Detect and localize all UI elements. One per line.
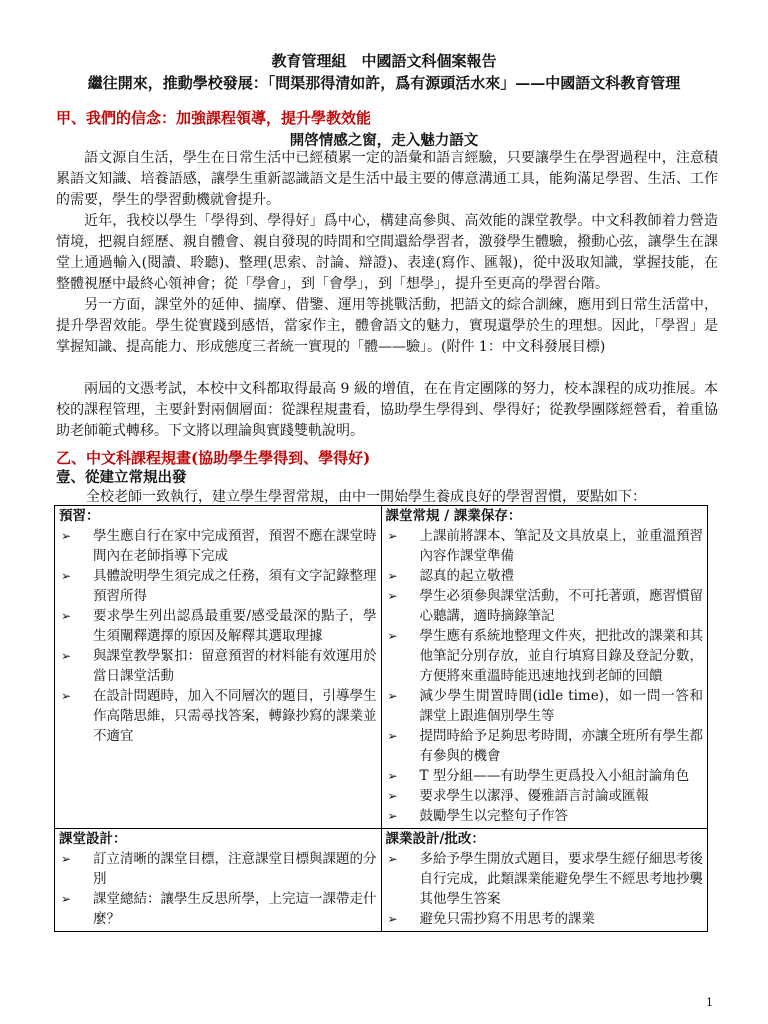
document-subtitle: 繼往開來，推動學校發展：「問渠那得清如許，爲有源頭活水來」——中國語文科教育管理 [87,74,681,92]
preview-title: 預習： [59,508,100,524]
list-item: ➢ 多給予學生開放式題目，要求學生經仔細思考後自行完成，此類課業能避免學生不經思考地抄襲其他學生答案 [386,849,704,909]
paragraph-1: 語文源自生活，學生在日常生活中已經積累一定的語彙和語言經驗，只要讓學生在學習過程中，注意積累語文知識、培養語感，讓學生重新認識語文是生活中最主要的傳意溝通工具，能夠滿足學習、生活、工作的需要，學生的學習動機就會提升。 [56,150,718,208]
section-b-heading: 乙、中文科課程規畫(協助學生學得到、學得好) [56,449,371,467]
page-number: 1 [706,996,713,1009]
homework-title: 課業設計/批改： [385,831,485,847]
paragraph-2: 近年，我校以學生「學得到、學得好」爲中心，構建高參與、高效能的課堂教學。中文科教師着力營造情境，把親自經歷、親自體會、親自發現的時間和空間還給學習者，激發學生體驗，撥動心弦，讓學生在課堂上通過輸入(閱讀、聆聽)、整理(思索、討論、辯證)、表達(寫作、匯報)，從中汲取知識，掌握技能，在整體視歷中最終心領神會；從「學會」，到「會學」，到「想學」，提升至更高的學習台階。 [56,213,718,292]
list-item: ➢ 避免只需抄寫不用思考的課業 [386,909,704,929]
list-item: ➢ 減少學生閒置時間(idle time)，如一問一答和課堂上跟進個別學生等 [386,686,704,726]
list-item: ➢ 學生應自行在家中完成預習，預習不應在課堂時間內在老師指導下完成 [59,526,377,566]
list-item: ➢ 學生應有系統地整理文件夾，把批改的課業和其他筆記分別存放，並自行填寫目錄及登記分數，方便將來重溫時能迅速地找到老師的回饋 [386,626,704,686]
paragraph-4: 兩屆的文憑考試，本校中文科都取得最高 9 級的增值，在在肯定團隊的努力，校本課程的成功推展。本校的課程管理，主要針對兩個層面：從課程規畫看，協助學生學得到、學得好；從教學團隊經營看，着重協助老師範式轉移。下文將以理論與實踐雙軌說明。 [56,381,718,439]
list-item: ➢ 具體說明學生須完成之任務，須有文字記錄整理預習所得 [59,566,377,606]
list-item: ➢ 訂立清晰的課堂目標，注意課堂目標與課題的分別 [59,849,377,889]
list-item: ➢ 提問時給予足夠思考時間，亦讓全班所有學生都有參與的機會 [386,726,704,766]
list-item: ➢ 要求學生列出認爲最重要/感受最深的點子，學生須闡釋選擇的原因及解釋其選取理據 [59,606,377,646]
list-item: ➢ 認真的起立敬禮 [386,566,704,586]
routine-title: 課堂常規 / 課業保存： [385,508,522,524]
lesson-design-cell [55,829,382,932]
list-item: ➢ 要求學生以潔淨、優雅語言討論或匯報 [386,786,704,806]
section-a-subheading: 開啓情感之窗，走入魅力語文 [289,132,479,149]
preview-cell [55,506,382,829]
paragraph-3: 另一方面，課堂外的延伸、揣摩、借鑒、運用等挑戰活動，把語文的綜合訓練，應用到日常生活當中，提升學習效能。學生從實踐到感悟，當家作主，體會語文的魅力，實現還學於生的理想。因此，「學習」是掌握知識、提高能力、形成態度三者統一實現的「體——驗」。(附件 1：中文科發展目標) [56,297,718,355]
homework-cell [381,829,708,932]
lesson-design-title: 課堂設計： [59,831,127,847]
list-item: ➢ 鼓勵學生以完整句子作答 [386,806,704,826]
list-item: ➢ 學生必須參與課堂活動，不可托著頭，應習慣留心聽講，適時摘錄筆記 [386,586,704,626]
document-title: 教育管理組 中國語文科個案報告 [271,52,497,70]
routine-list [386,526,704,826]
section-b-intro: 全校老師一致執行，建立學生學習常規，由中一開始學生養成良好的學習習慣，要點如下： [86,489,646,505]
section-b-subheading: 壹、從建立常規出發 [56,469,187,486]
list-item: ➢ 在設計問題時，加入不同層次的題目，引導學生作高階思維，只需尋找答案，轉錄抄寫的課業並不適宜 [59,686,377,746]
section-a-heading: 甲、我們的信念：加強課程領導，提升學教效能 [56,109,372,127]
preview-list [59,526,377,746]
lesson-design-list [59,849,377,929]
homework-list [386,849,704,929]
list-item: ➢ 課堂總結：讓學生反思所學，上完這一課帶走什麼？ [59,889,377,929]
list-item: ➢ T 型分組——有助學生更爲投入小組討論角色 [386,766,704,786]
list-item: ➢ 上課前將課本、筆記及文具放桌上，並重溫預習內容作課堂準備 [386,526,704,566]
list-item: ➢ 與課堂教學緊扣：留意預習的材料能有效運用於當日課堂活動 [59,646,377,686]
routine-table [54,505,708,932]
routine-cell [381,506,708,829]
